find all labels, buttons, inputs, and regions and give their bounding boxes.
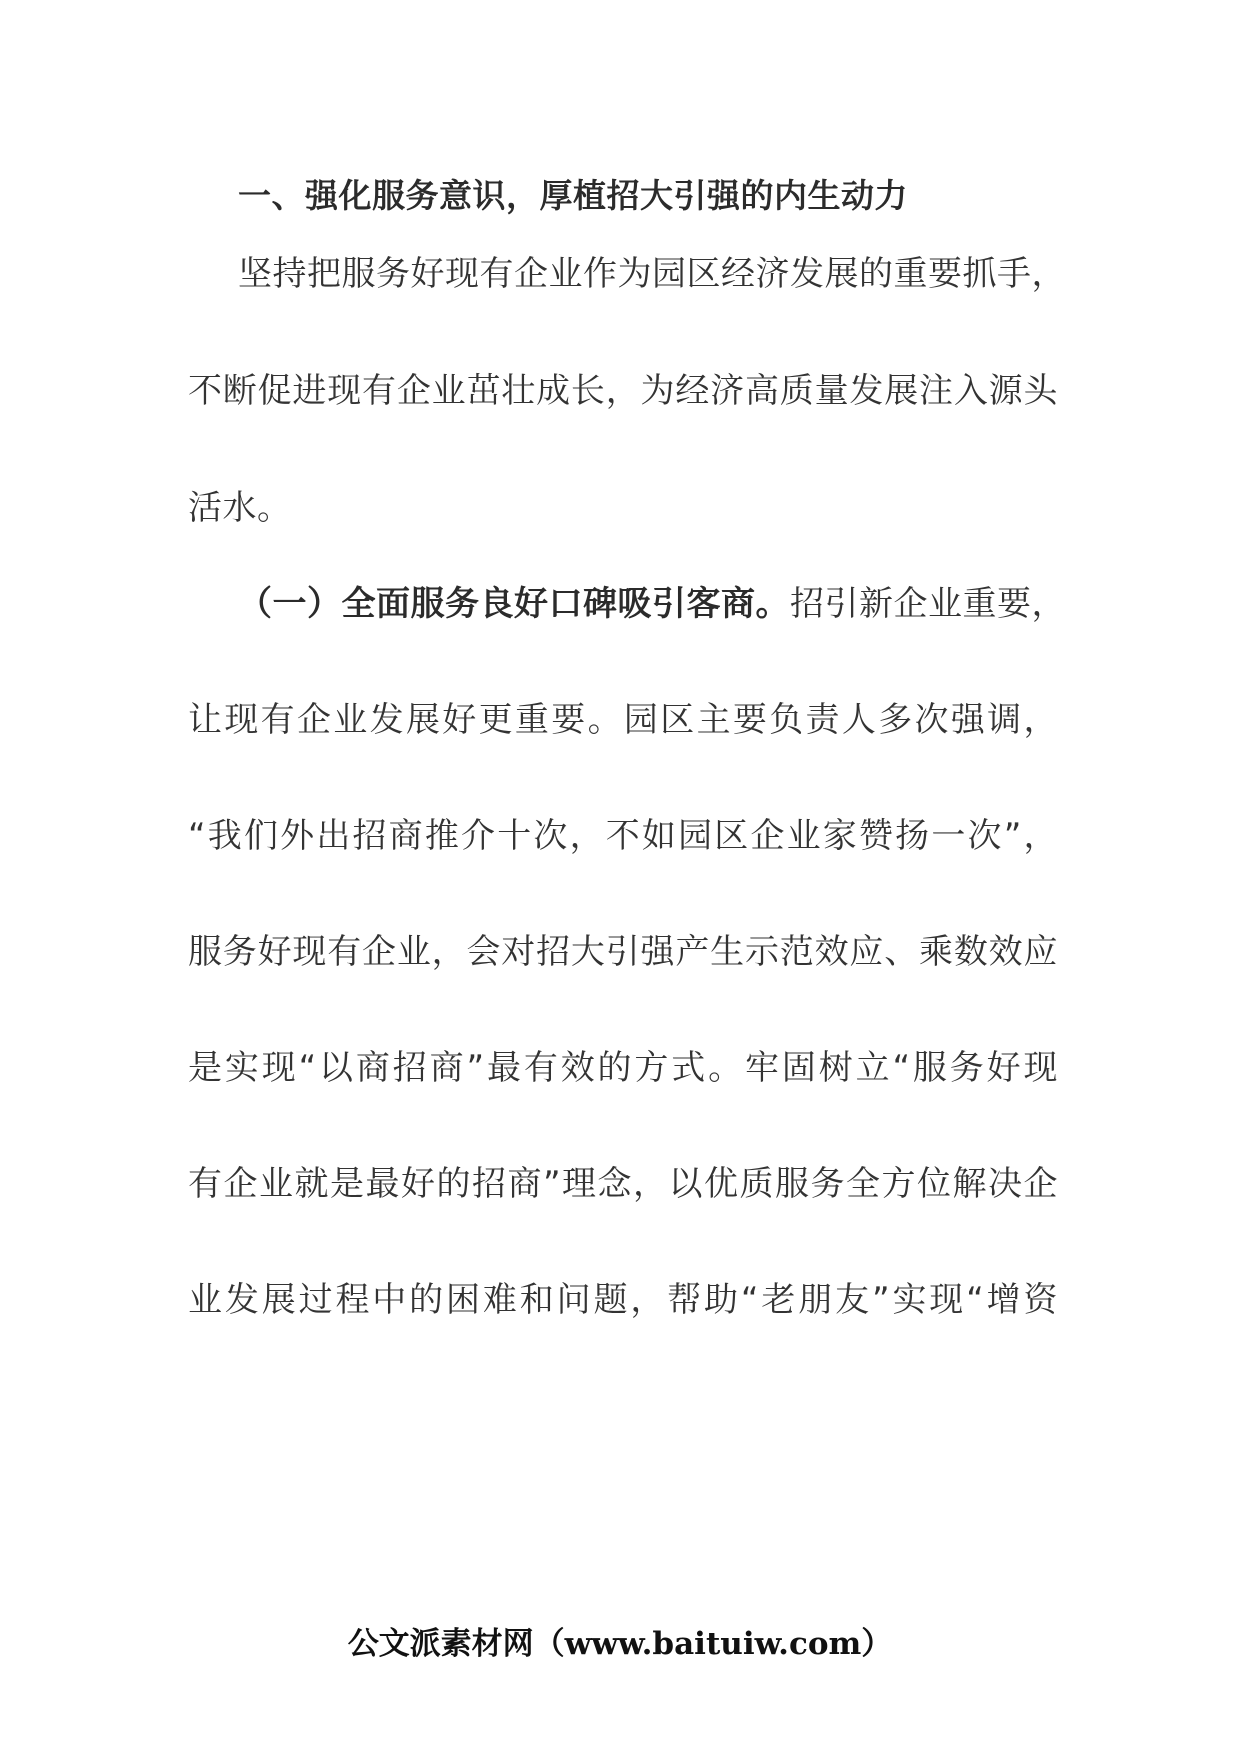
paragraph-line: 服务好现有企业，会对招大引强产生示范效应、乘数效应 xyxy=(188,932,1058,972)
paragraph-text: 招引新企业重要， xyxy=(790,584,1066,624)
section-heading: 一、强化服务意识，厚植招大引强的内生动力 xyxy=(238,176,908,215)
paragraph-line: 让现有企业发展好更重要。园区主要负责人多次强调， xyxy=(188,700,1058,740)
paragraph-line xyxy=(238,580,1066,628)
paragraph-line: 坚持把服务好现有企业作为园区经济发展的重要抓手， xyxy=(238,254,1066,294)
paragraph-line: 活水。 xyxy=(188,488,292,528)
paragraph-line: “我们外出招商推介十次，不如园区企业家赞扬一次”， xyxy=(188,816,1058,856)
paragraph-line: 是实现“以商招商”最有效的方式。牢固树立“服务好现 xyxy=(188,1048,1058,1088)
bold-lead: （一）全面服务良好口碑吸引客商。 xyxy=(238,584,790,624)
paragraph-line: 不断促进现有企业茁壮成长，为经济高质量发展注入源头 xyxy=(188,371,1058,411)
footer-watermark: 公文派素材网（www.baituiw.com） xyxy=(347,1626,893,1662)
paragraph-line: 业发展过程中的困难和问题，帮助“老朋友”实现“增资 xyxy=(188,1280,1058,1320)
paragraph-line: 有企业就是最好的招商”理念，以优质服务全方位解决企 xyxy=(188,1164,1058,1204)
